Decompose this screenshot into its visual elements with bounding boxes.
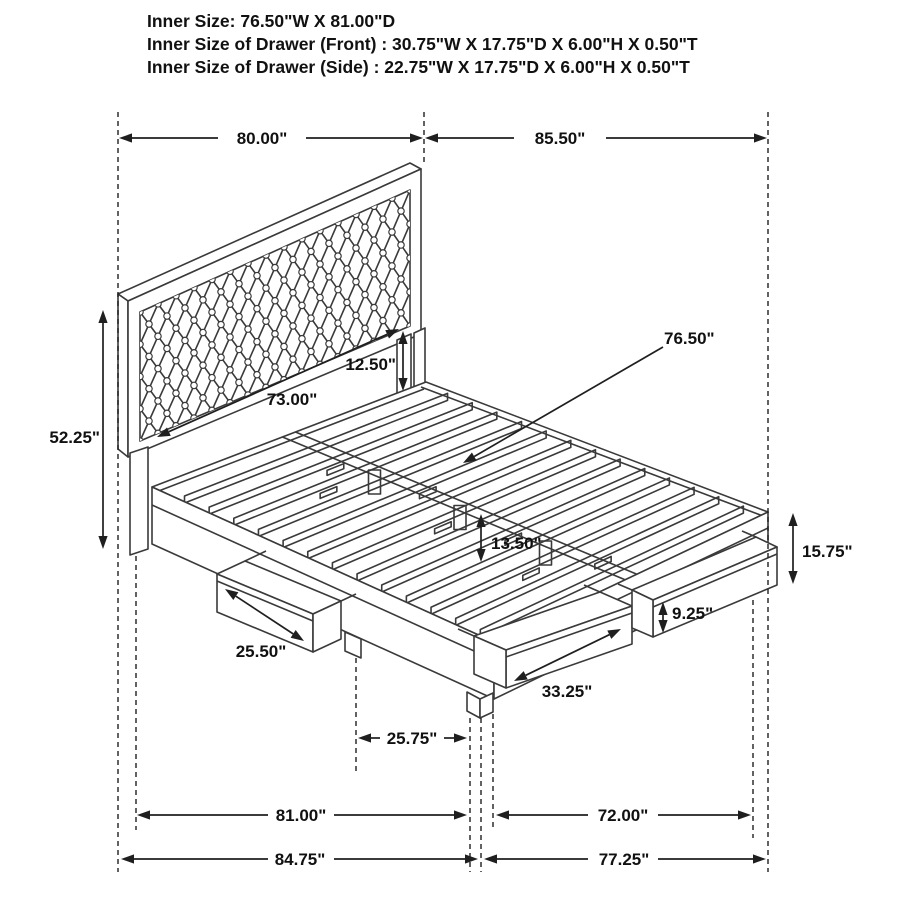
- tuft-button: [344, 299, 350, 305]
- tuft-button: [191, 350, 197, 356]
- dim-label-headboard-width: 73.00": [266, 390, 318, 409]
- tuft-button: [272, 264, 278, 270]
- tuft-button: [200, 297, 206, 303]
- tuft-button: [308, 282, 314, 288]
- tuft-button: [155, 365, 161, 371]
- tuft-button: [353, 312, 359, 318]
- dim-label-headboard-span: 80.00": [236, 129, 288, 148]
- tuft-button: [263, 351, 269, 357]
- tuft-button: [245, 293, 251, 299]
- header-drawer-side-size: Inner Size of Drawer (Side) : 22.75"W X 17.75"D X 6.00"H X 0.50"T: [147, 57, 690, 77]
- tuft-button: [362, 224, 368, 230]
- tuft-button: [209, 309, 215, 315]
- dim-label-base-right-span: 72.00": [597, 806, 649, 825]
- tuft-button: [209, 374, 215, 380]
- tuft-button: [263, 285, 269, 291]
- header-inner-size: Inner Size: 76.50"W X 81.00"D: [147, 11, 396, 31]
- dim-headboard-span-head: [119, 133, 132, 142]
- tuft-button: [344, 266, 350, 272]
- tuft-button: [371, 304, 377, 310]
- dim-frame-span-head: [754, 133, 767, 142]
- tuft-button: [281, 343, 287, 349]
- dim-label-frame-side-height: 15.75": [802, 542, 853, 561]
- tuft-button: [146, 353, 152, 359]
- dim-frame-span-head: [425, 133, 438, 142]
- tuft-button: [191, 382, 197, 388]
- dim-label-headboard-height: 52.25": [49, 428, 100, 447]
- tuft-button: [389, 229, 395, 235]
- tuft-button: [389, 263, 395, 269]
- tuft-button: [236, 379, 242, 385]
- tuft-button: [164, 410, 170, 416]
- tuft-button: [254, 338, 260, 344]
- dim-label-frame-inner-height: 13.50": [491, 534, 542, 553]
- tuft-button: [380, 284, 386, 290]
- tuft-button: [164, 345, 170, 351]
- headboard-left-edge: [118, 294, 128, 457]
- tuft-button: [146, 386, 152, 392]
- tuft-button: [398, 208, 404, 214]
- dim-label-frame-span: 85.50": [534, 129, 586, 148]
- tuft-button: [191, 317, 197, 323]
- tuft-button: [317, 328, 323, 334]
- tuft-button: [344, 333, 350, 339]
- dim-headboard-height-head: [98, 536, 107, 549]
- tuft-button: [155, 333, 161, 339]
- dim-frame-side-height-head: [788, 513, 797, 526]
- dim-base-right-span-head: [738, 810, 751, 819]
- tuft-button: [299, 302, 305, 308]
- tuft-button: [218, 387, 224, 393]
- tuft-button: [254, 272, 260, 278]
- tuft-button: [182, 305, 188, 311]
- tuft-button: [146, 321, 152, 327]
- dim-label-front-drawer-front: 33.25": [541, 682, 593, 701]
- dim-frame-side-height-head: [788, 571, 797, 584]
- tuft-button: [335, 286, 341, 292]
- tuft-button: [236, 281, 242, 287]
- tuft-button: [290, 256, 296, 262]
- dim-overall-right-span-head: [484, 854, 497, 863]
- tuft-button: [308, 348, 314, 354]
- dim-label-post-gap: 12.50": [345, 355, 396, 374]
- tuft-button: [290, 356, 296, 362]
- tuft-button: [182, 337, 188, 343]
- tuft-button: [173, 325, 179, 331]
- header-block: [147, 11, 698, 77]
- dim-label-drawer-front-height: 9.25": [672, 604, 714, 623]
- tuft-button: [362, 258, 368, 264]
- tuft-button: [317, 261, 323, 267]
- tuft-button: [263, 318, 269, 324]
- tuft-button: [326, 307, 332, 313]
- tuft-button: [272, 364, 278, 370]
- tuft-button: [281, 310, 287, 316]
- tuft-button: [254, 305, 260, 311]
- tuft-button: [308, 315, 314, 321]
- tuft-button: [290, 290, 296, 296]
- tuft-button: [353, 279, 359, 285]
- tuft-button: [362, 325, 368, 331]
- dim-label-overall-left-span: 84.75": [274, 850, 326, 869]
- tuft-button: [326, 274, 332, 280]
- dim-headboard-height-head: [98, 310, 107, 323]
- dim-headboard-span-head: [410, 133, 423, 142]
- tuft-button: [362, 291, 368, 297]
- tuft-button: [164, 378, 170, 384]
- tuft-button: [389, 297, 395, 303]
- tuft-button: [371, 271, 377, 277]
- tuft-button: [218, 289, 224, 295]
- tuft-button: [308, 248, 314, 254]
- tuft-button: [146, 418, 152, 424]
- foot-corner-leg-left-face: [467, 692, 480, 718]
- tuft-button: [326, 341, 332, 347]
- tuft-button: [326, 240, 332, 246]
- tuft-button: [164, 313, 170, 319]
- tuft-button: [344, 232, 350, 238]
- tuft-button: [227, 367, 233, 373]
- dim-label-slat-width: 76.50": [664, 329, 715, 348]
- dim-label-drawer-opening-span: 25.75": [386, 729, 438, 748]
- tuft-button: [380, 216, 386, 222]
- dim-overall-left-span-head: [121, 854, 134, 863]
- tuft-button: [272, 297, 278, 303]
- tuft-button: [398, 276, 404, 282]
- tuft-button: [272, 331, 278, 337]
- tuft-button: [227, 334, 233, 340]
- tuft-button: [173, 390, 179, 396]
- tuft-button: [218, 321, 224, 327]
- tuft-button: [299, 336, 305, 342]
- tuft-button: [380, 250, 386, 256]
- tuft-button: [281, 277, 287, 283]
- tuft-button: [209, 342, 215, 348]
- tuft-button: [236, 313, 242, 319]
- tuft-button: [254, 371, 260, 377]
- tuft-button: [245, 326, 251, 332]
- tuft-button: [218, 354, 224, 360]
- tuft-button: [299, 269, 305, 275]
- dim-base-right-span-head: [496, 810, 509, 819]
- header-drawer-front-size: Inner Size of Drawer (Front) : 30.75"W X 17.75"D X 6.00"H X 0.50"T: [147, 34, 698, 54]
- dim-drawer-opening-span-head: [454, 733, 467, 742]
- tuft-button: [200, 395, 206, 401]
- tuft-button: [398, 242, 404, 248]
- tuft-button: [173, 358, 179, 364]
- dim-drawer-opening-span-head: [358, 733, 371, 742]
- dim-label-side-drawer-front: 25.50": [235, 642, 287, 661]
- tuft-button: [227, 301, 233, 307]
- tuft-button: [335, 320, 341, 326]
- tuft-button: [182, 370, 188, 376]
- tuft-button: [398, 310, 404, 316]
- dim-label-overall-right-span: 77.25": [598, 850, 650, 869]
- foot-corner-leg-right-face: [480, 693, 493, 718]
- tuft-button: [380, 317, 386, 323]
- dim-base-left-span-head: [137, 810, 150, 819]
- tuft-button: [200, 362, 206, 368]
- tuft-button: [290, 323, 296, 329]
- tuft-button: [317, 294, 323, 300]
- headboard-left-leg: [130, 447, 148, 555]
- bed-drawing: [118, 163, 777, 718]
- dim-base-left-span-head: [454, 810, 467, 819]
- tuft-button: [335, 253, 341, 259]
- tuft-button: [371, 237, 377, 243]
- dim-label-base-left-span: 81.00": [275, 806, 327, 825]
- tuft-button: [200, 329, 206, 335]
- dim-overall-right-span-head: [753, 854, 766, 863]
- tuft-button: [245, 359, 251, 365]
- tuft-button: [155, 398, 161, 404]
- tuft-button: [353, 245, 359, 251]
- tuft-button: [236, 346, 242, 352]
- tuft-button: [182, 402, 188, 408]
- dim-overall-left-span-head: [465, 854, 478, 863]
